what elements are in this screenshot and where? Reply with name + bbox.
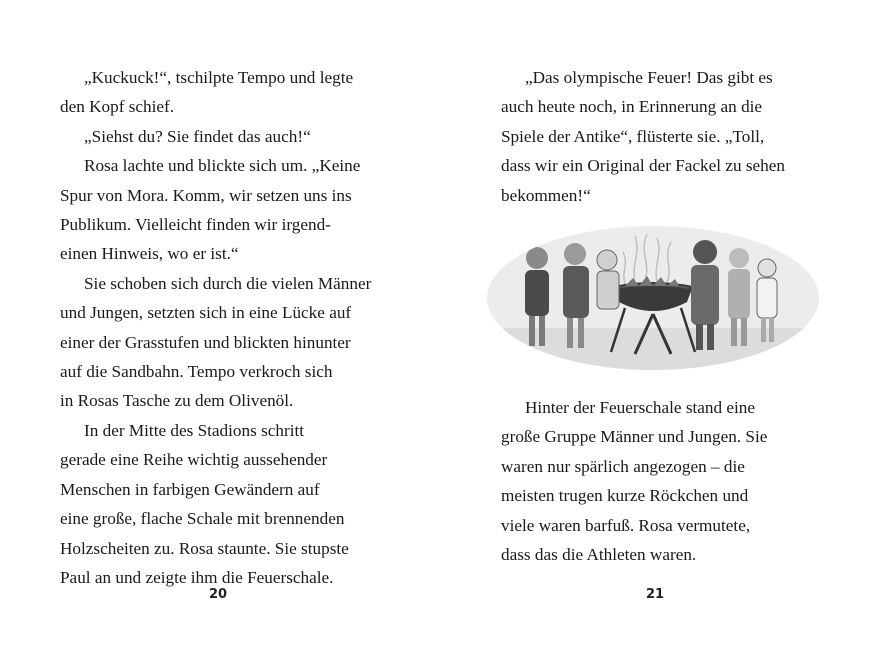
text-line: Hinter der Feuerschale stand eine [525, 398, 756, 417]
text-line: Holzscheiten zu. Rosa staunte. Sie stupste [60, 538, 349, 558]
text-line: dass wir ein Original der Fackel zu sehen [501, 156, 785, 176]
text-line: eine große, flache Schale mit brennenden [60, 509, 345, 529]
text-line: dass das die Athleten waren. [501, 545, 697, 565]
right-page-text-bottom [501, 393, 821, 569]
text-line: Menschen in farbigen Gewändern auf [60, 479, 320, 499]
text-line: In der Mitte des Stadions schritt [84, 420, 305, 440]
text-line: auf die Sandbahn. Tempo verkroch sich [60, 362, 333, 382]
left-page [0, 0, 437, 648]
text-line: Sie schoben sich durch die vielen Männer [84, 273, 372, 293]
text-line: auch heute noch, in Erinnerung an die [501, 97, 763, 117]
text-line: den Kopf schief. [60, 97, 175, 117]
text-line: und Jungen, setzten sich in eine Lücke auf [60, 303, 352, 323]
text-line: bekommen!“ [501, 185, 591, 205]
page-number: 21 [645, 587, 665, 602]
text-line: in Rosas Tasche zu dem Olivenöl. [60, 391, 294, 411]
text-line: „Siehst du? Sie findet das auch!“ [84, 126, 311, 146]
text-line: gerade eine Reihe wichtig aussehender [60, 450, 328, 470]
left-page-text [60, 63, 380, 592]
text-line: „Kuckuck!“, tschilpte Tempo und legte [84, 68, 354, 87]
text-line: Rosa lachte und blickte sich um. „Keine [84, 156, 361, 176]
text-line: große Gruppe Männer und Jungen. Sie [501, 427, 768, 447]
text-line: waren nur spärlich angezogen – die [501, 456, 745, 476]
text-line: Publikum. Vielleicht finden wir irgend- [60, 215, 331, 235]
text-line: viele waren barfuß. Rosa vermutete, [501, 515, 751, 535]
text-line: „Das olympische Feuer! Das gibt es [525, 68, 773, 87]
olympic-fire-illustration [485, 224, 821, 372]
athlete-figure [597, 250, 619, 309]
text-line: einer der Grasstufen und blickten hinunter [60, 332, 351, 352]
right-page [437, 0, 875, 648]
text-line: einen Hinweis, wo er ist.“ [60, 244, 239, 264]
text-line: Paul an und zeigte ihm die Feuerschale. [60, 567, 334, 587]
right-page-text-top [501, 63, 821, 210]
text-line: meisten trugen kurze Röckchen und [501, 486, 749, 506]
page-number: 20 [208, 587, 228, 602]
text-line: Spur von Mora. Komm, wir setzen uns ins [60, 185, 352, 205]
text-line: Spiele der Antike“, flüsterte sie. „Toll, [501, 126, 765, 146]
